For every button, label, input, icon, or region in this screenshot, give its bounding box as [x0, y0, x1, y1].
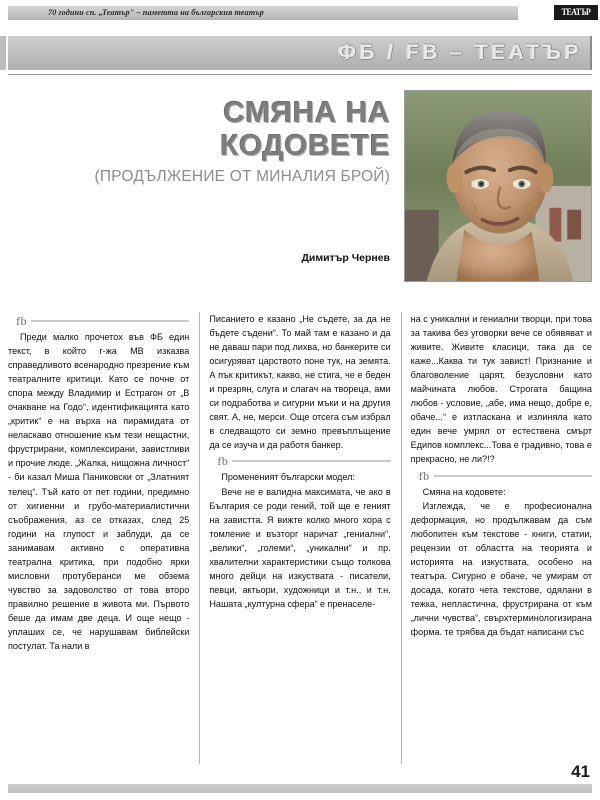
fb-section-marker: [209, 452, 390, 468]
magazine-logo-text: ТЕАТЪР: [561, 7, 591, 17]
fb-marker-label: fb: [411, 469, 434, 483]
article-column-1-content: [8, 312, 189, 764]
fb-marker-rule: [209, 460, 390, 462]
article-byline: Димитър Чернев: [301, 252, 390, 264]
banner-left-edge: [0, 36, 6, 70]
fb-section-marker: [8, 312, 189, 328]
article-column-2-content: [209, 312, 390, 764]
portrait-image: [405, 91, 591, 281]
fb-marker-rule: [8, 320, 189, 322]
article-title-line-2: КОДОВЕТЕ: [220, 129, 390, 162]
magazine-logo: [554, 5, 598, 20]
section-banner-title: ФБ / FB – ТЕАТЪР: [338, 41, 582, 64]
article-paragraph: на с уникални и гениални творци, при това за такива без уговорки вече се обявяват и живите. Живите класици, така да се каже...Каква ти тук завист! Признание и благоволение царят, безусловни като майчината любов. Строгата бащина любов - условие, „абе, има нещо, добре е, обаче...“ е изтласкана и излиняла като един вече умрял от естествена смърт Едипов комплекс...Това е градивно, това е прекрасно, не ли?!?: [410, 314, 592, 465]
article-paragraph: Смяна на кодовете:: [422, 486, 506, 497]
article-column-3: [401, 312, 592, 764]
article-paragraph: Изглежда, че е професионална деформация, но продължавам да съм любопитен към текстове - книги, статии, рецензии от областта на теорията и историята на изкуствата, особено на театъра. Сигурно е обаче, че умирам от досада, когато чета текстове, одялани в тежка, непластична, фрустрирана от към „лични чувства“, свърхтерминологизирана форма. те трябва да бъдат написани със: [410, 500, 592, 637]
article-column-2: [199, 312, 390, 764]
banner-underline: [8, 74, 592, 75]
article-paragraph: Писанието е казано „Не съдете, за да не бъдете съдени“. То май там е казано и да не даваш пари под лихва, но банкерите си осигуряват царството поне тук, на земята. А пък критикът, какво, не стига, че е беден и презрян, слуга и слагач на твореца, ами си подработва и сигурни мъки и на другия свят. А, не, мерси. Още отсега съм избрал в следващото си земно превъплъщение да се изуча и да работя банкер.: [209, 314, 391, 451]
article-title-block: [10, 96, 390, 186]
article-paragraph: Промененият български модел:: [221, 472, 355, 483]
fb-marker-label: fb: [8, 314, 31, 328]
author-portrait-photo: [404, 90, 592, 282]
article-subtitle: (ПРОДЪЛЖЕНИЕ ОТ МИНАЛИЯ БРОЙ): [94, 168, 390, 185]
fb-section-marker: [411, 467, 592, 483]
article-body-columns: [8, 312, 592, 764]
article-paragraph: Вече не е валидна максимата, че ако в България се роди гений, той ще е геният на завистта. Я вижте колко много хора с томление и възторг наричат „гениални“, „велики“, „големи“, „уникални“ и пр. хвалителни характеристики също толкова много дейци на изкуствата - писатели, певци, актьори, художници и т.н., и т.н. Нашата „културна сфера“ е пренаселе-: [209, 486, 391, 609]
article-title-line-1: СМЯНА НА: [223, 96, 390, 129]
article-column-3-content: [411, 312, 592, 764]
running-head-text: 70 години сп. „Театър" – паметта на българския театър: [48, 8, 264, 17]
footer-bar: [8, 784, 592, 793]
section-banner: [8, 36, 592, 70]
running-head: [0, 6, 600, 21]
fb-marker-label: fb: [209, 454, 232, 468]
article-paragraph: Преди малко прочетох във ФБ един текст, в който г-жа МВ изказва справедливото всенародно презрение към театралните критици. Като се почне от спора между Владимир и Естрагон от „В очакване на Годо“, идентификацията като „критик“ е на върха на пирамидата от неласкаво отношение към тези нещастни, фрустрирани, комплексирани, завистливи и прочие люде. „Жалка, нищожна личност“ - би казал Миша Паниковски от „Златният телец“. Тъй като от пет години, предимно от хигиенни и грубо-материалистични съображения, аз се отказах, след 25 години на глупост и заблуди, да се занимавам активно с оперативна театрална критика, при подобно ярки мисловни протуберанси ме обзема чувство за задоволство от това второ правилно решение в живота ми. Първото беше да имам две деца. И още нещо - уплаших се, че нарушавам библейски постулат. Та нали в: [8, 332, 190, 652]
page-number: 41: [571, 762, 590, 781]
fb-marker-rule: [411, 475, 592, 477]
article-column-1: [8, 312, 189, 764]
